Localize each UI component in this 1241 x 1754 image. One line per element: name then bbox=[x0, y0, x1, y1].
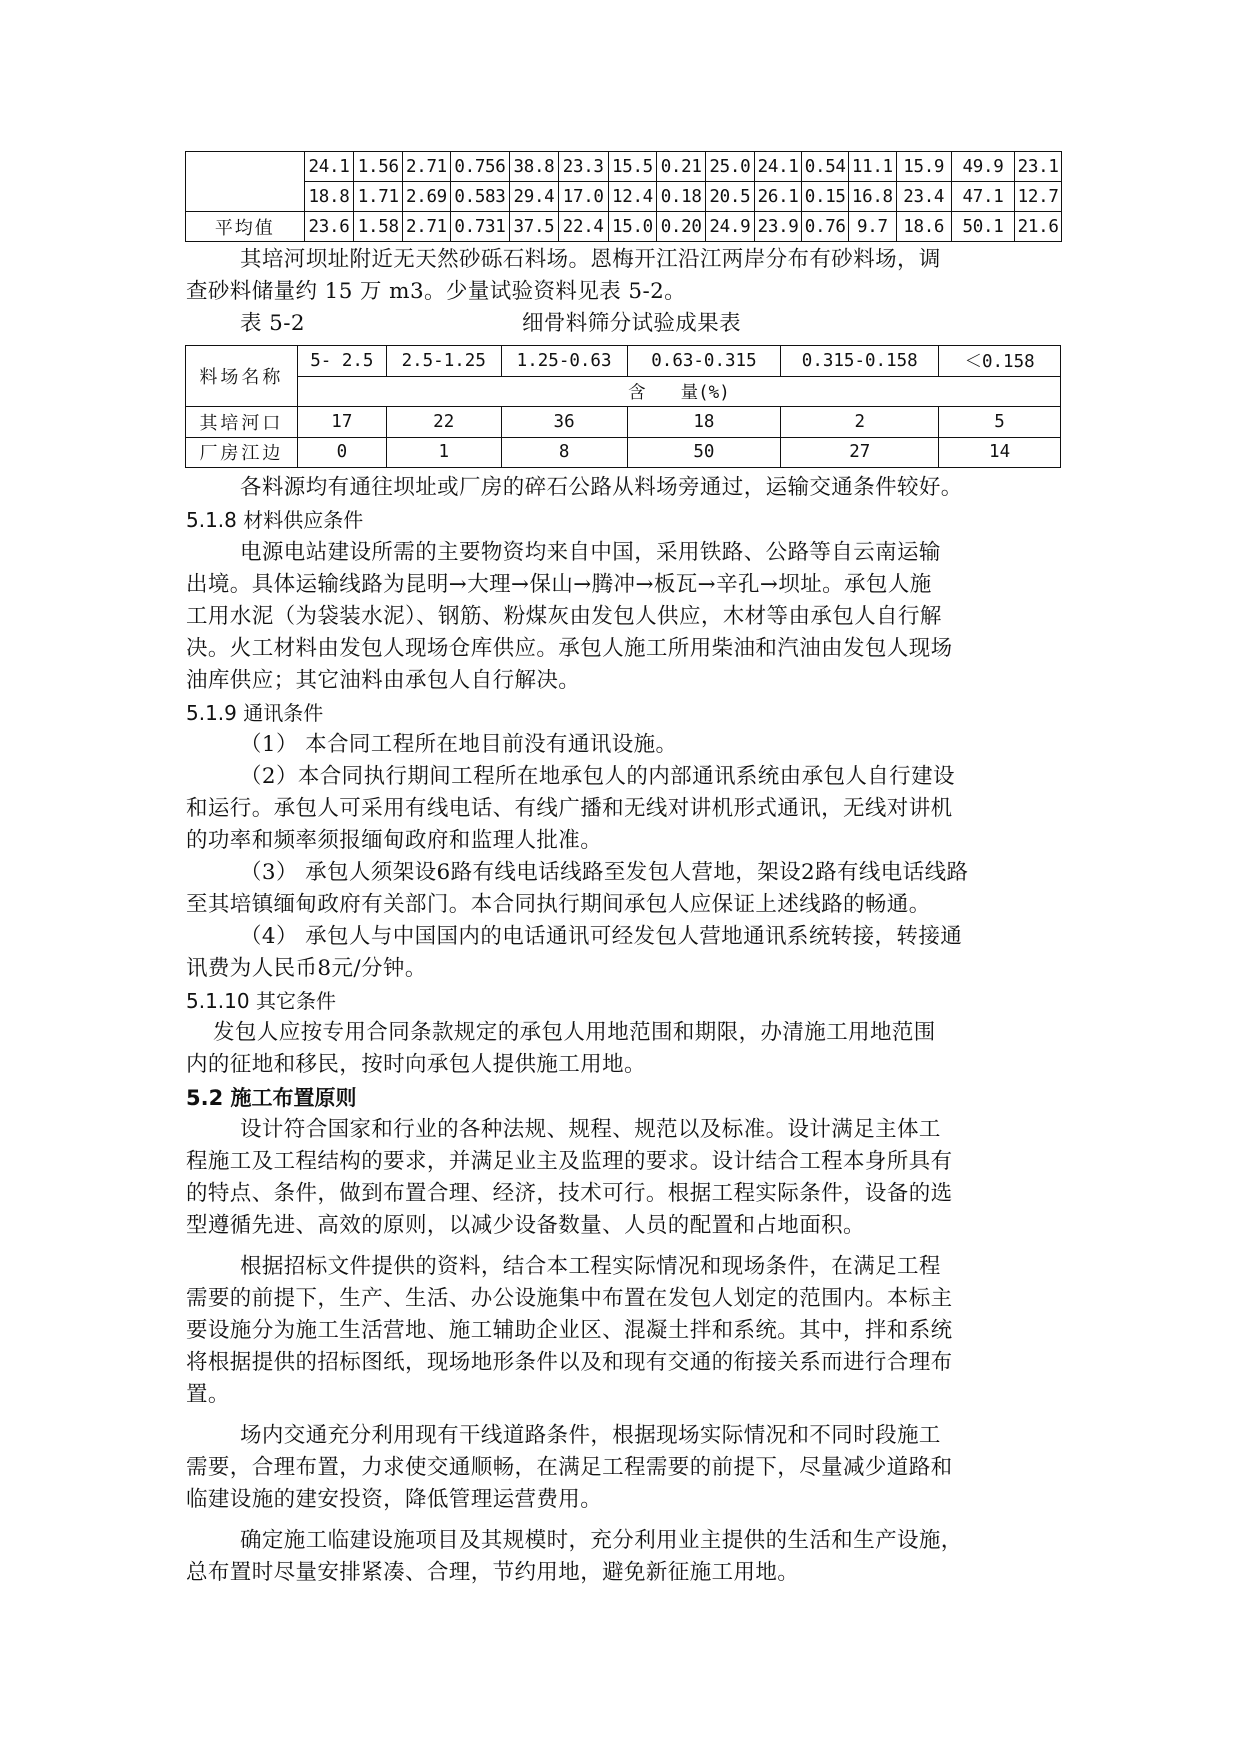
table-cell: 23.1 bbox=[1015, 152, 1062, 182]
table-cell: 2.69 bbox=[403, 182, 451, 212]
table-cell: 26.1 bbox=[754, 182, 802, 212]
table-row bbox=[186, 407, 1061, 438]
column-header: 2.5-1.25 bbox=[386, 346, 501, 377]
paragraph-line: 置。 bbox=[186, 1382, 230, 1407]
table-cell: 23.9 bbox=[754, 212, 802, 242]
table-title: 细骨料筛分试验成果表 bbox=[522, 311, 742, 336]
table-row bbox=[186, 437, 1061, 468]
table-cell: 20.5 bbox=[706, 182, 755, 212]
table-cell: 18.8 bbox=[304, 182, 354, 212]
paragraph-line: 各料源均有通往坝址或厂房的碎石公路从料场旁通过，运输交通条件较好。 bbox=[240, 475, 963, 500]
column-header: 1.25-0.63 bbox=[501, 346, 627, 377]
table-cell: 18 bbox=[627, 407, 781, 438]
table-cell: 50.1 bbox=[951, 212, 1015, 242]
table-cell: 8 bbox=[501, 437, 627, 468]
paragraph-line: （1） 本合同工程所在地目前没有通讯设施。 bbox=[240, 732, 678, 757]
table-cell: 0.54 bbox=[802, 152, 849, 182]
table-cell: 0.756 bbox=[450, 152, 509, 182]
row-label: 其培河口 bbox=[186, 407, 298, 438]
paragraph-line: 油库供应；其它油料由承包人自行解决。 bbox=[186, 668, 581, 693]
paragraph-line: 工用水泥（为袋装水泥）、钢筋、粉煤灰由发包人供应，木材等由承包人自行解 bbox=[186, 604, 942, 629]
table-cell: 0.15 bbox=[802, 182, 849, 212]
section-heading-52: 5.2 施工布置原则 bbox=[186, 1086, 357, 1110]
table-cell: 24.9 bbox=[706, 212, 755, 242]
paragraph-line: 确定施工临建设施项目及其规模时，充分利用业主提供的生活和生产设施， bbox=[240, 1528, 963, 1553]
paragraph-line: 需要的前提下，生产、生活、办公设施集中布置在发包人划定的范围内。本标主 bbox=[186, 1286, 953, 1311]
table-cell: 15.5 bbox=[608, 152, 657, 182]
table-cell: 24.1 bbox=[754, 152, 802, 182]
content-unit-label: 含 量(%) bbox=[297, 376, 1060, 407]
paragraph-line: 的特点、条件，做到布置合理、经济，技术可行。根据工程实际条件，设备的选 bbox=[186, 1181, 953, 1206]
section-heading-519: 5.1.9 通讯条件 bbox=[186, 701, 324, 725]
table-cell: 25.0 bbox=[706, 152, 755, 182]
table-cell: 49.9 bbox=[951, 152, 1015, 182]
table-cell: 38.8 bbox=[510, 152, 559, 182]
table-cell: 23.6 bbox=[304, 212, 354, 242]
table-cell: 16.8 bbox=[849, 182, 897, 212]
table-cell: 2.71 bbox=[403, 152, 451, 182]
row-label: 平均值 bbox=[186, 212, 305, 242]
table-cell: 0 bbox=[297, 437, 386, 468]
table-cell: 5 bbox=[939, 407, 1061, 438]
table-row bbox=[186, 152, 1062, 182]
column-header: ＜0.158 bbox=[939, 346, 1061, 377]
table-cell: 0.18 bbox=[657, 182, 706, 212]
table-cell: 1.71 bbox=[354, 182, 403, 212]
table-cell: 0.21 bbox=[657, 152, 706, 182]
paragraph-line: 出境。具体运输线路为昆明→大理→保山→腾冲→板瓦→辛孔→坝址。承包人施 bbox=[186, 572, 932, 597]
table-cell: 0.731 bbox=[450, 212, 509, 242]
table-cell: 23.4 bbox=[896, 182, 951, 212]
column-header: 0.315-0.158 bbox=[781, 346, 939, 377]
table-cell: 2.71 bbox=[403, 212, 451, 242]
table-cell: 12.4 bbox=[608, 182, 657, 212]
table-cell: 37.5 bbox=[510, 212, 559, 242]
paragraph-line: 电源电站建设所需的主要物资均来自中国，采用铁路、公路等自云南运输 bbox=[240, 540, 941, 565]
table-cell: 15.9 bbox=[896, 152, 951, 182]
paragraph-line: 讯费为人民币8元/分钟。 bbox=[186, 956, 427, 981]
table-number: 表 5-2 bbox=[240, 311, 305, 336]
table-cell: 1.56 bbox=[354, 152, 403, 182]
paragraph-line: 临建设施的建安投资，降低管理运营费用。 bbox=[186, 1487, 603, 1512]
table-cell: 12.7 bbox=[1015, 182, 1062, 212]
table-cell: 0.76 bbox=[802, 212, 849, 242]
paragraph-line: 根据招标文件提供的资料，结合本工程实际情况和现场条件，在满足工程 bbox=[240, 1254, 941, 1279]
paragraph-line: （4） 承包人与中国国内的电话通讯可经发包人营地通讯系统转接，转接通 bbox=[240, 924, 963, 949]
paragraph-line: 程施工及工程结构的要求，并满足业主及监理的要求。设计结合工程本身所具有 bbox=[186, 1149, 953, 1174]
table-cell: 29.4 bbox=[510, 182, 559, 212]
table-row-average bbox=[186, 212, 1062, 242]
table-cell: 22.4 bbox=[558, 212, 608, 242]
paragraph-line: （2）本合同执行期间工程所在地承包人的内部通讯系统由承包人自行建设 bbox=[240, 764, 955, 789]
row-label bbox=[186, 182, 305, 212]
section-heading-518: 5.1.8 材料供应条件 bbox=[186, 508, 364, 532]
column-header: 5- 2.5 bbox=[297, 346, 386, 377]
table-cell: 14 bbox=[939, 437, 1061, 468]
table-cell: 27 bbox=[781, 437, 939, 468]
section-heading-5110: 5.1.10 其它条件 bbox=[186, 989, 336, 1013]
row-label: 厂房江边 bbox=[186, 437, 298, 468]
paragraph-line: 将根据提供的招标图纸，现场地形条件以及和现有交通的衔接关系而进行合理布 bbox=[186, 1350, 953, 1375]
table-cell: 22 bbox=[386, 407, 501, 438]
table-row bbox=[186, 182, 1062, 212]
paragraph-line: 设计符合国家和行业的各种法规、规程、规范以及标准。设计满足主体工 bbox=[240, 1117, 941, 1142]
test-results-table bbox=[185, 151, 1062, 242]
table-cell: 50 bbox=[627, 437, 781, 468]
table-cell: 17 bbox=[297, 407, 386, 438]
table-cell: 0.583 bbox=[450, 182, 509, 212]
table-cell: 11.1 bbox=[849, 152, 897, 182]
paragraph-line: （3） 承包人须架设6路有线电话线路至发包人营地，架设2路有线电话线路 bbox=[240, 860, 969, 885]
table-cell: 24.1 bbox=[304, 152, 354, 182]
table-cell: 15.0 bbox=[608, 212, 657, 242]
paragraph-line: 至其培镇缅甸政府有关部门。本合同执行期间承包人应保证上述线路的畅通。 bbox=[186, 892, 931, 917]
table-cell: 1.58 bbox=[354, 212, 403, 242]
paragraph-line: 型遵循先进、高效的原则，以减少设备数量、人员的配置和占地面积。 bbox=[186, 1213, 865, 1238]
paragraph-line: 决。火工材料由发包人现场仓库供应。承包人施工所用柴油和汽油由发包人现场 bbox=[186, 636, 953, 661]
table-cell: 23.3 bbox=[558, 152, 608, 182]
paragraph-line: 的功率和频率须报缅甸政府和监理人批准。 bbox=[186, 828, 603, 853]
paragraph-line: 内的征地和移民，按时向承包人提供施工用地。 bbox=[186, 1052, 646, 1077]
table-cell: 47.1 bbox=[951, 182, 1015, 212]
table-cell: 2 bbox=[781, 407, 939, 438]
column-header: 0.63-0.315 bbox=[627, 346, 781, 377]
table-cell: 17.0 bbox=[558, 182, 608, 212]
table-unit-row bbox=[186, 376, 1061, 407]
paragraph-line: 其培河坝址附近无天然砂砾石料场。恩梅开江沿江两岸分布有砂料场，调 bbox=[240, 247, 941, 272]
paragraph-line: 查砂料储量约 15 万 m3。少量试验资料见表 5-2。 bbox=[186, 279, 687, 304]
paragraph-line: 要设施分为施工生活营地、施工辅助企业区、混凝土拌和系统。其中，拌和系统 bbox=[186, 1318, 953, 1343]
paragraph-line: 发包人应按专用合同条款规定的承包人用地范围和期限，办清施工用地范围 bbox=[213, 1020, 936, 1045]
table-cell: 18.6 bbox=[896, 212, 951, 242]
row-label bbox=[186, 152, 305, 182]
table-cell: 0.20 bbox=[657, 212, 706, 242]
paragraph-line: 总布置时尽量安排紧凑、合理，节约用地，避免新征施工用地。 bbox=[186, 1560, 800, 1585]
table-header-row bbox=[186, 346, 1061, 377]
paragraph-line: 场内交通充分利用现有干线道路条件，根据现场实际情况和不同时段施工 bbox=[240, 1423, 941, 1448]
sieve-results-table bbox=[185, 345, 1061, 468]
paragraph-line: 需要，合理布置，力求使交通顺畅，在满足工程需要的前提下，尽量减少道路和 bbox=[186, 1455, 953, 1480]
column-header-site: 料场名称 bbox=[186, 346, 298, 407]
table-cell: 1 bbox=[386, 437, 501, 468]
table-cell: 21.6 bbox=[1015, 212, 1062, 242]
table-cell: 9.7 bbox=[849, 212, 897, 242]
paragraph-line: 和运行。承包人可采用有线电话、有线广播和无线对讲机形式通讯，无线对讲机 bbox=[186, 796, 953, 821]
table-cell: 36 bbox=[501, 407, 627, 438]
